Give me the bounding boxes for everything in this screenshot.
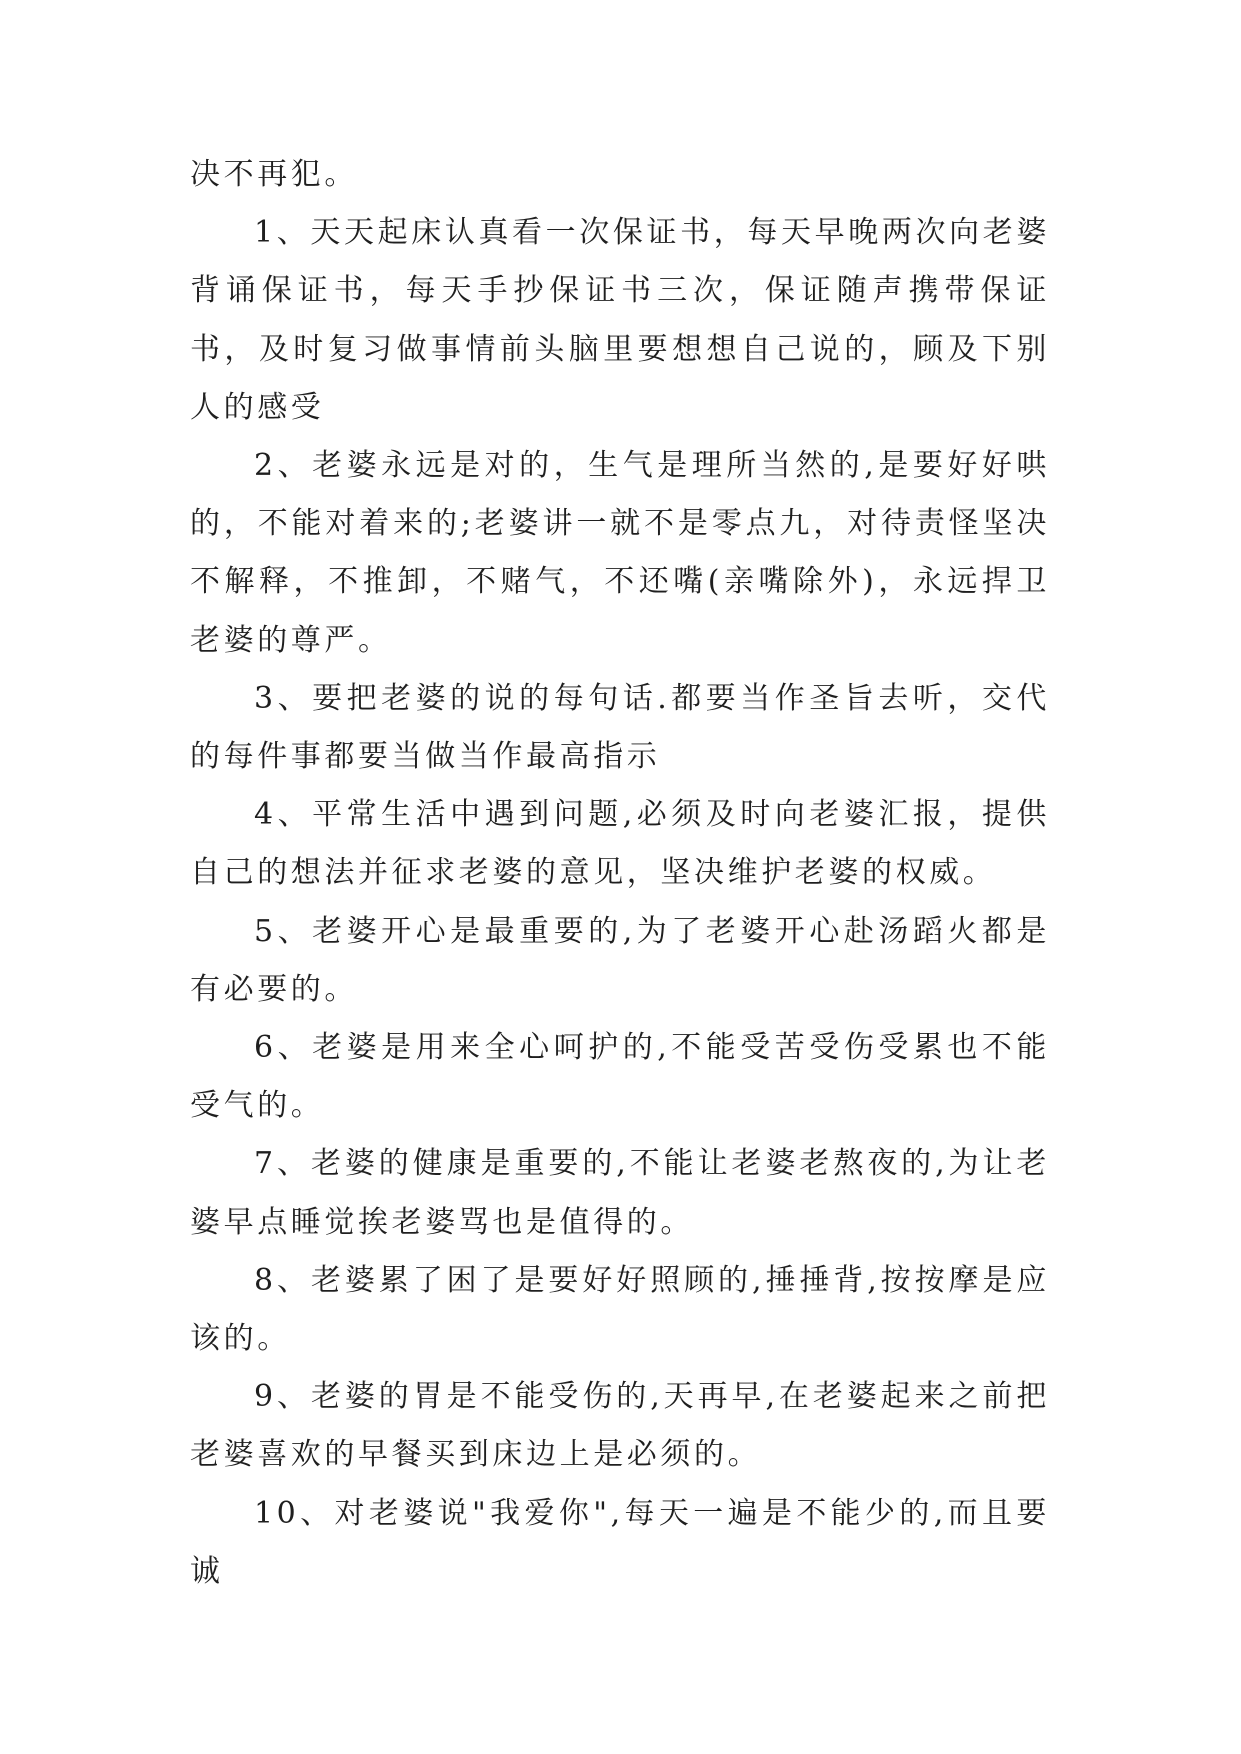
paragraph-item-4: 4、平常生活中遇到问题,必须及时向老婆汇报，提供自己的想法并征求老婆的意见，坚决维护老婆的权威。	[190, 797, 1050, 891]
paragraph-continuation: 决不再犯。	[190, 157, 358, 192]
paragraph-item-2: 2、老婆永远是对的，生气是理所当然的,是要好好哄的，不能对着来的;老婆讲一就不是零点九，对待责怪坚决不解释，不推卸，不赌气，不还嘴(亲嘴除外)，永远捍卫老婆的尊严。	[190, 448, 1050, 658]
paragraph-item-6: 6、老婆是用来全心呵护的,不能受苦受伤受累也不能受气的。	[190, 1030, 1050, 1124]
paragraph-item-3: 3、要把老婆的说的每句话.都要当作圣旨去听，交代的每件事都要当做当作最高指示	[190, 680, 1050, 775]
paragraph-item-5: 5、老婆开心是最重要的,为了老婆开心赴汤蹈火都是有必要的。	[190, 913, 1050, 1007]
paragraph-item-1: 1、天天起床认真看一次保证书，每天早晚两次向老婆背诵保证书，每天手抄保证书三次，保证随声携带保证书，及时复习做事情前头脑里要想想自己说的，顾及下别人的感受	[190, 215, 1050, 425]
paragraph-item-9: 9、老婆的胃是不能受伤的,天再早,在老婆起来之前把老婆喜欢的早餐买到床边上是必须的。	[190, 1379, 1050, 1473]
paragraph-item-8: 8、老婆累了困了是要好好照顾的,捶捶背,按按摩是应该的。	[190, 1262, 1050, 1357]
paragraph-item-7: 7、老婆的健康是重要的,不能让老婆老熬夜的,为让老婆早点睡觉挨老婆骂也是值得的。	[190, 1146, 1050, 1240]
paragraph-item-10: 10、对老婆说"我爱你",每天一遍是不能少的,而且要诚	[190, 1495, 1050, 1589]
document-body	[190, 146, 1050, 1601]
